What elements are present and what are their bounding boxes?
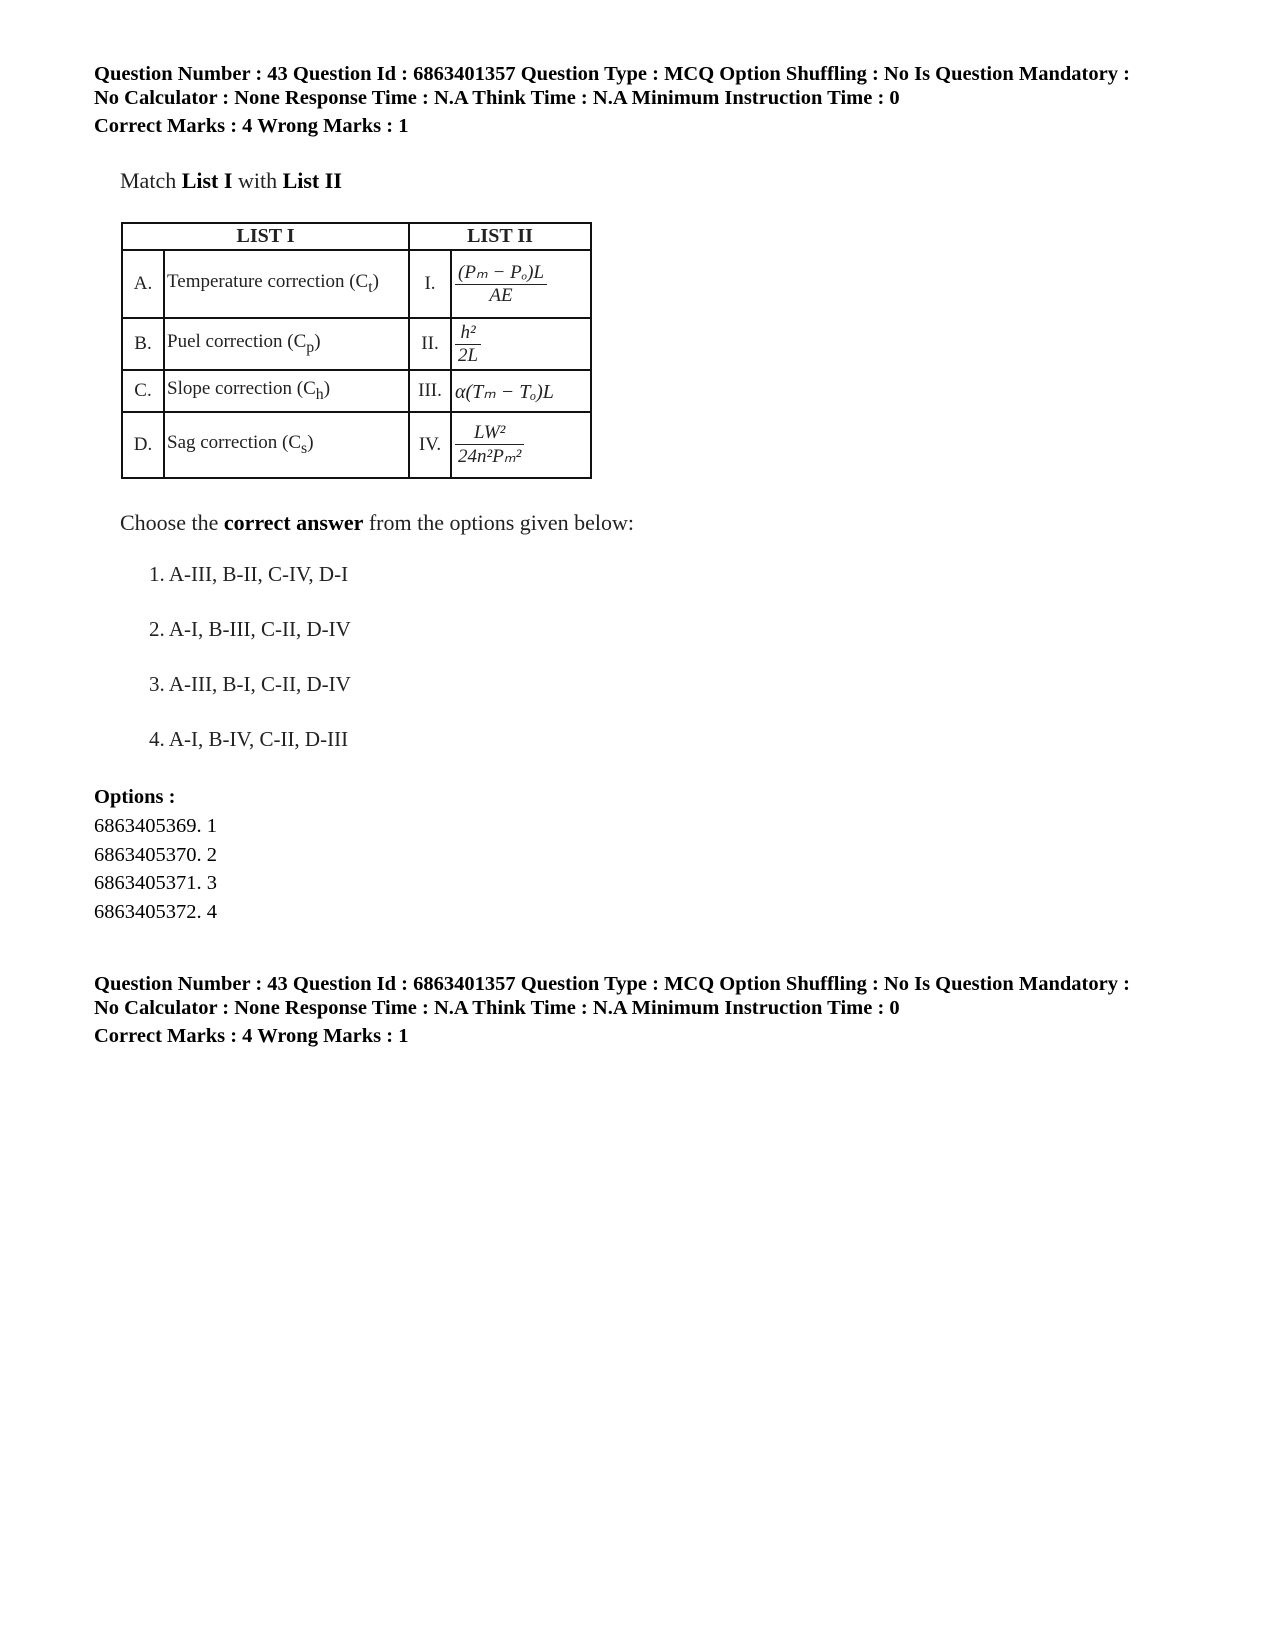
row-text-close: ) xyxy=(323,378,331,400)
choose-text: Choose the xyxy=(120,510,224,535)
table-row xyxy=(122,250,591,318)
intro-list2: List II xyxy=(282,168,342,193)
header-line-3: Correct Marks : 4 Wrong Marks : 1 xyxy=(94,1025,409,1047)
choose-text-end: from the options given below: xyxy=(363,510,635,535)
fraction xyxy=(455,422,524,468)
denominator: 24n²Pₘ² xyxy=(458,446,522,467)
table-row xyxy=(122,412,591,478)
header-line-2: No Calculator : None Response Time : N.A Think Time : N.A Minimum Instruction Time : 0 xyxy=(94,997,900,1019)
numerator: (Pₘ − Pₒ)L xyxy=(455,261,547,285)
row-text-main: Sag correction (C xyxy=(167,432,302,454)
table-row xyxy=(122,370,591,412)
row-text-close: ) xyxy=(307,432,314,454)
choose-bold: correct answer xyxy=(223,510,364,535)
row-text-close: ) xyxy=(372,271,379,293)
header-line-2: No Calculator : None Response Time : N.A Think Time : N.A Minimum Instruction Time : 0 xyxy=(94,87,900,109)
row-text-sub: s xyxy=(301,439,308,457)
list1-header: LIST I xyxy=(122,223,409,250)
answer-choices xyxy=(149,562,351,782)
row-text-sub: h xyxy=(315,385,324,403)
row-text-sub: t xyxy=(368,278,373,296)
intro-with: with xyxy=(232,168,283,193)
row-roman: IV. xyxy=(409,412,451,478)
header-line-3: Correct Marks : 4 Wrong Marks : 1 xyxy=(94,115,409,137)
row-text-main: Slope correction (C xyxy=(167,378,316,400)
row-letter: A. xyxy=(122,250,164,318)
row-text xyxy=(164,250,409,318)
options-label: Options : xyxy=(94,786,176,808)
answer-choice: 4. A-I, B-IV, C-II, D-III xyxy=(149,727,349,751)
header-line-1: Question Number : 43 Question Id : 6863401357 Question Type : MCQ Option Shuffling : No Is Question Mandatory : xyxy=(94,973,1130,995)
option-item: 6863405370. 2 xyxy=(94,843,217,866)
formula-2 xyxy=(451,318,591,370)
formula-3 xyxy=(451,370,591,412)
row-text-close: ) xyxy=(314,331,321,353)
fraction xyxy=(455,261,547,307)
row-text xyxy=(164,318,409,370)
row-roman: I. xyxy=(409,250,451,318)
numerator: h² xyxy=(455,322,481,345)
row-letter: B. xyxy=(122,318,164,370)
denominator: 2L xyxy=(458,344,479,366)
list2-header: LIST II xyxy=(409,223,591,250)
answer-choice: 1. A-III, B-II, C-IV, D-I xyxy=(149,562,349,586)
row-text xyxy=(164,370,409,412)
intro-text: Match xyxy=(120,168,182,193)
formula-text: α(Tₘ − Tₒ)L xyxy=(455,380,554,403)
row-roman: III. xyxy=(409,370,451,412)
question-header-bottom xyxy=(94,972,1204,1048)
row-text xyxy=(164,412,409,478)
formula-4 xyxy=(451,412,591,478)
header-line-1: Question Number : 43 Question Id : 6863401357 Question Type : MCQ Option Shuffling : No Is Question Mandatory : xyxy=(94,63,1130,85)
formula-1 xyxy=(451,250,591,318)
fraction xyxy=(455,322,481,367)
question-header xyxy=(94,62,1204,138)
question-intro xyxy=(120,168,342,194)
option-item: 6863405371. 3 xyxy=(94,872,217,894)
denominator: AE xyxy=(489,285,513,306)
row-letter: C. xyxy=(122,370,164,412)
option-item: 6863405372. 4 xyxy=(94,900,217,923)
option-item: 6863405369. 1 xyxy=(94,815,217,837)
row-roman: II. xyxy=(409,318,451,370)
intro-list1: List I xyxy=(181,168,233,193)
table-header-row xyxy=(122,223,591,250)
row-text-main: Puel correction (C xyxy=(167,331,307,353)
row-text-main: Temperature correction (C xyxy=(167,271,369,293)
answer-choice: 3. A-III, B-I, C-II, D-IV xyxy=(149,672,351,696)
row-letter: D. xyxy=(122,412,164,478)
row-text-sub: p xyxy=(306,338,315,356)
choose-instruction xyxy=(120,510,634,536)
numerator: LW² xyxy=(455,422,524,445)
answer-choice: 2. A-I, B-III, C-II, D-IV xyxy=(149,617,351,641)
match-table xyxy=(121,222,592,479)
table-row xyxy=(122,318,591,370)
options-list xyxy=(94,812,217,926)
